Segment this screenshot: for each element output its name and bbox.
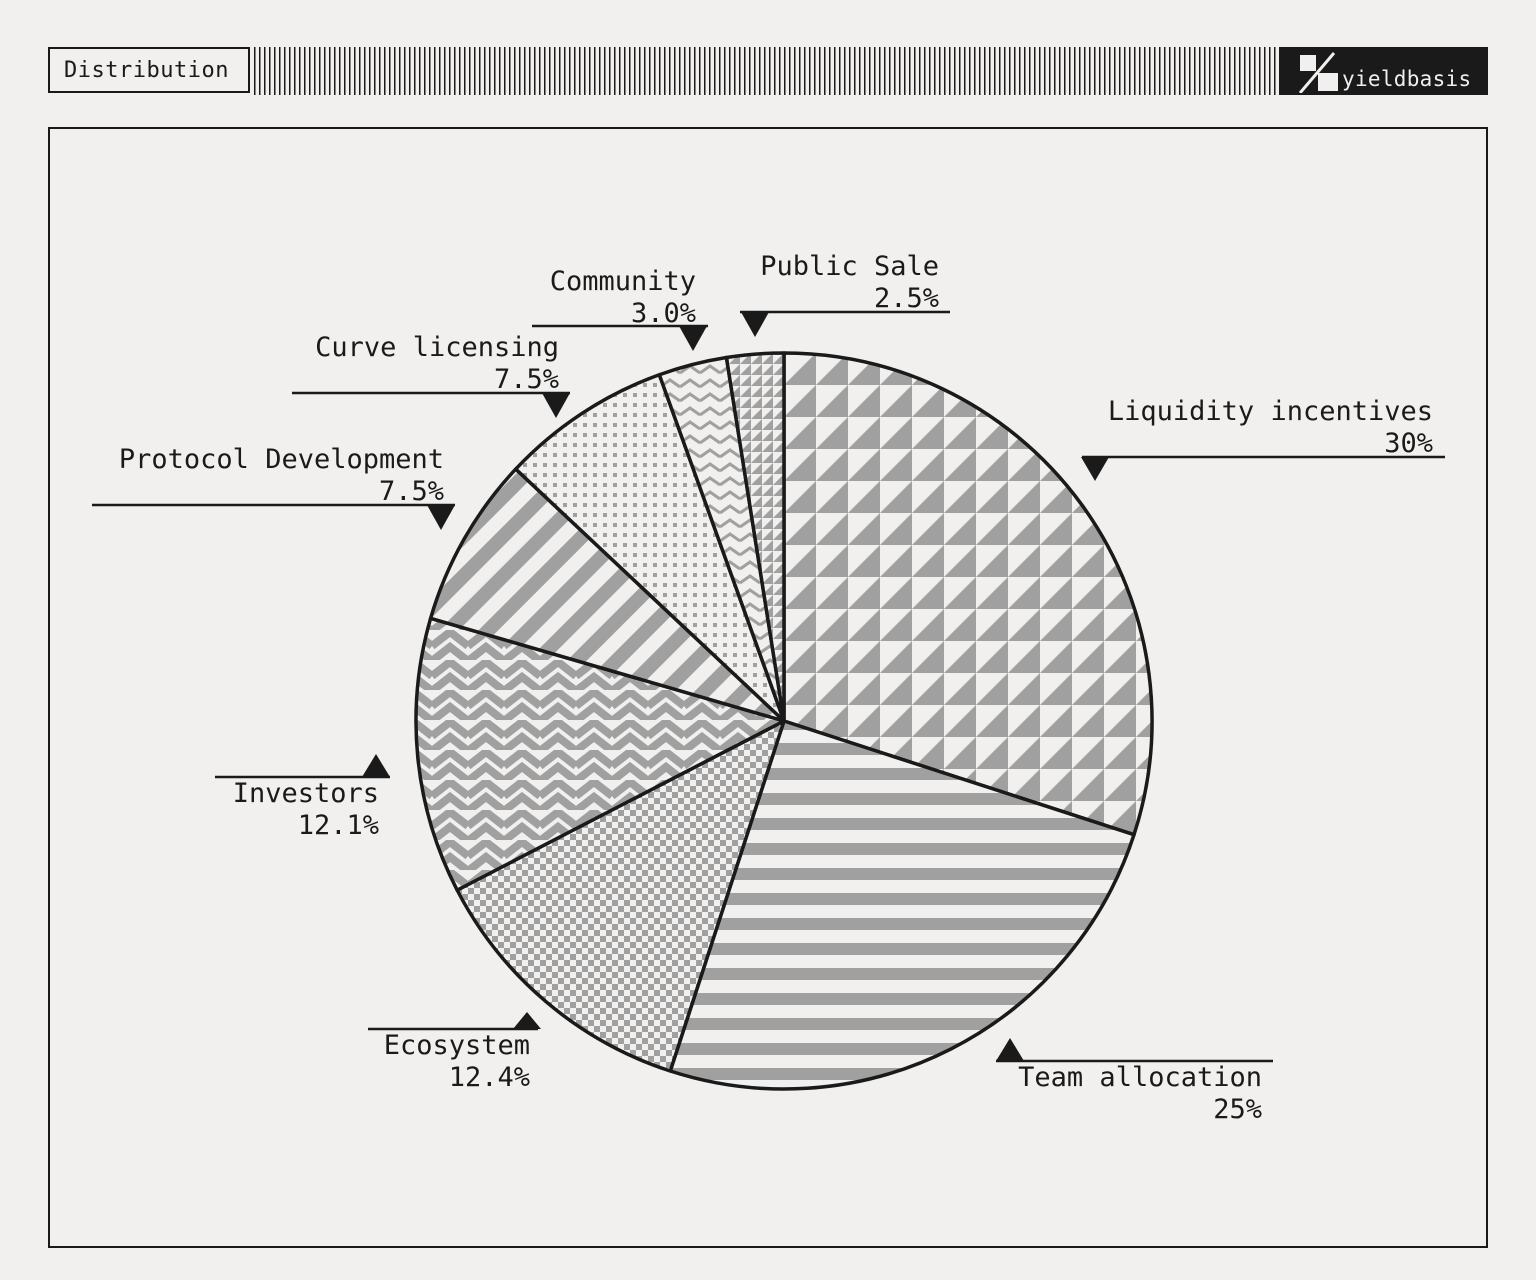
slice-value-label: 3.0% <box>630 298 696 329</box>
slice-value-label: 7.5% <box>493 364 559 395</box>
slice-label: Public Sale <box>760 251 939 282</box>
triangle-up-icon <box>996 1038 1024 1061</box>
slice-value-label: 7.5% <box>378 476 444 507</box>
slice-value-label: 30% <box>1384 428 1433 459</box>
slice-value-label: 12.4% <box>448 1062 530 1093</box>
page-title: Distribution <box>64 57 229 83</box>
slice-value-label: 2.5% <box>873 283 939 314</box>
slice-label: Team allocation <box>1018 1062 1262 1093</box>
brand-name: yieldbasis <box>1342 67 1472 91</box>
slice-label: Investors <box>232 778 379 809</box>
slice-value-label: 25% <box>1213 1094 1262 1125</box>
slice-label: Protocol Development <box>118 444 444 475</box>
triangle-down-icon <box>1081 457 1109 481</box>
triangle-up-icon <box>362 754 390 777</box>
triangle-down-icon <box>741 312 769 337</box>
slice-label: Community <box>549 266 696 297</box>
triangle-down-icon <box>679 326 707 351</box>
slice-label: Ecosystem <box>383 1030 530 1061</box>
slice-label: Curve licensing <box>315 332 559 363</box>
slice-label: Liquidity incentives <box>1107 396 1433 427</box>
triangle-down-icon <box>542 393 570 418</box>
slice-value-label: 12.1% <box>297 810 379 841</box>
triangle-up-icon <box>513 1012 541 1029</box>
pie-slices <box>416 353 1152 1089</box>
triangle-down-icon <box>427 505 455 530</box>
